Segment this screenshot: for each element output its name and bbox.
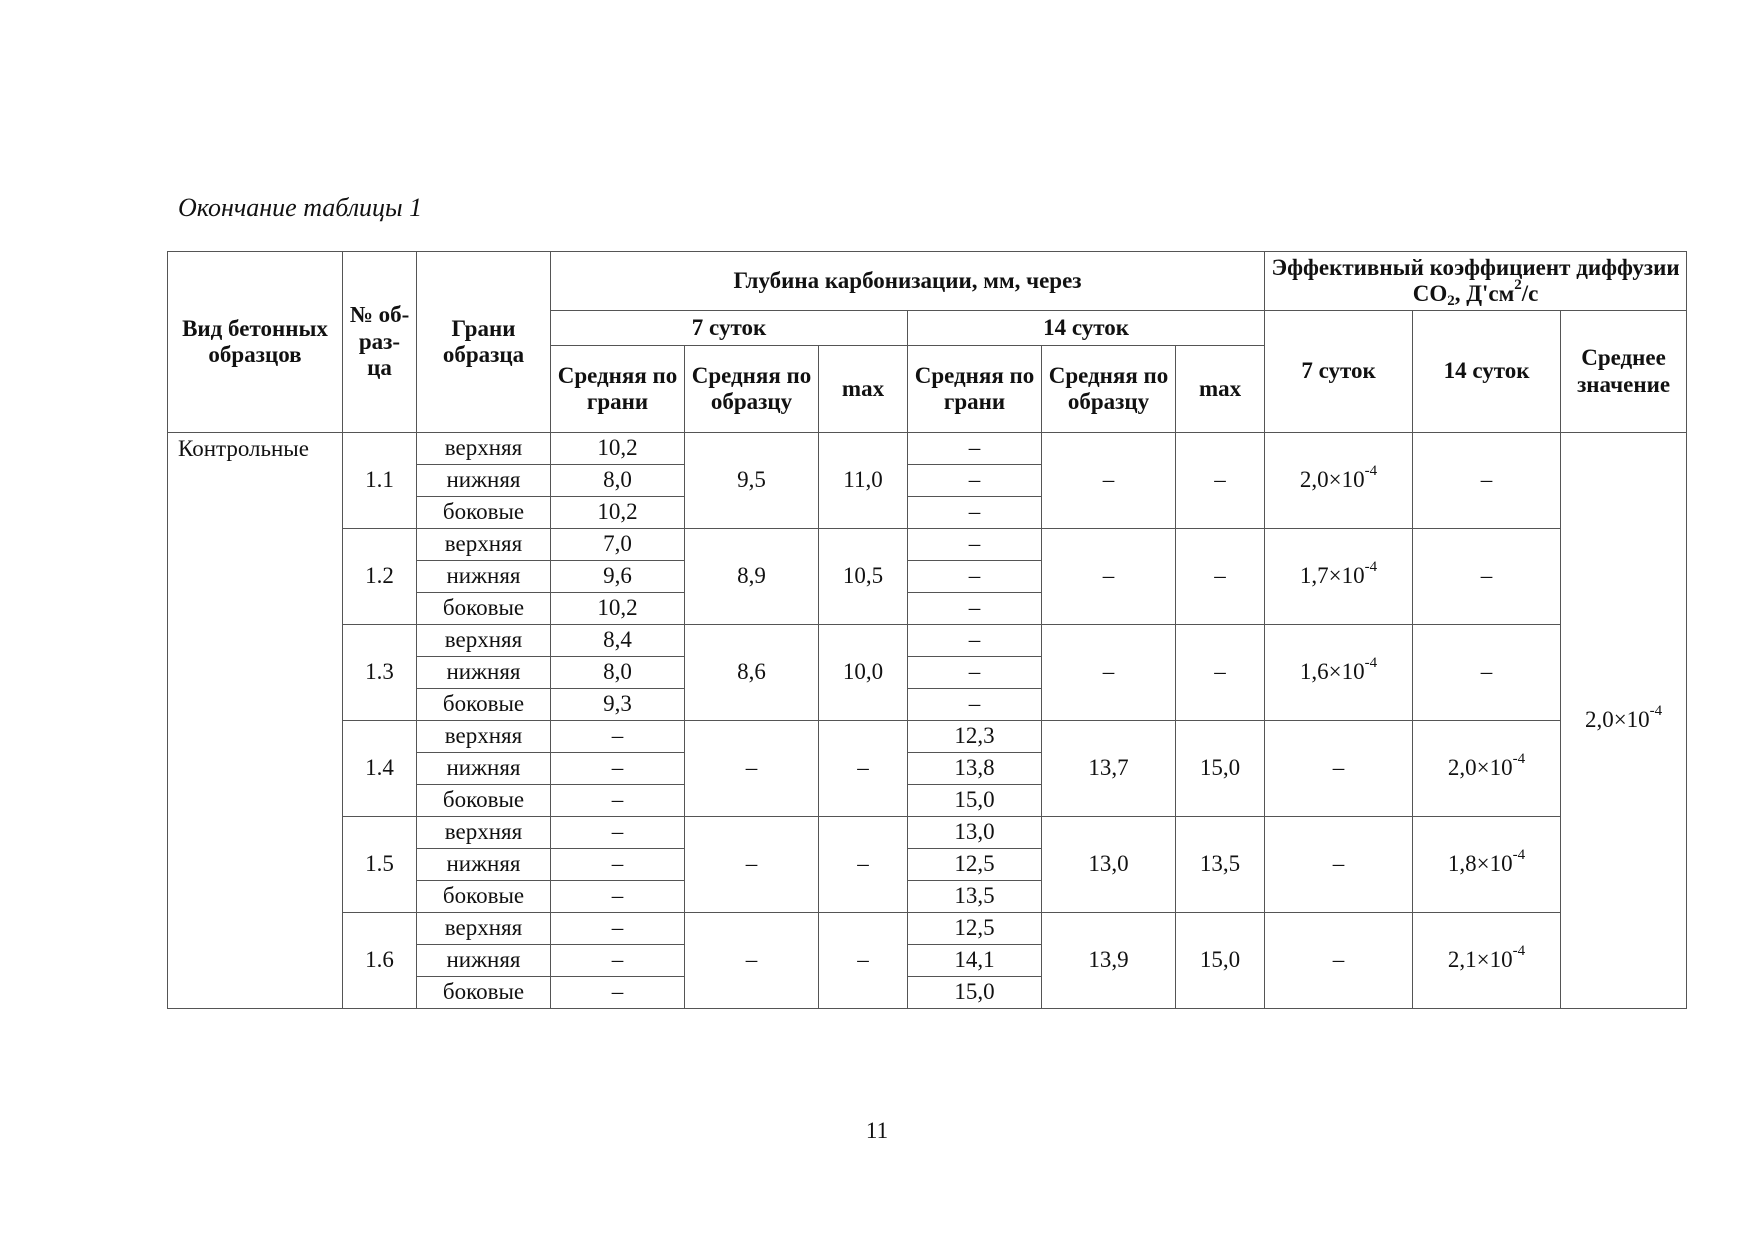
depth-7-face: 9,6 <box>551 561 685 593</box>
coef-14-days-mantissa: 1,8×10 <box>1447 851 1513 877</box>
depth-14-avg-sample: 13,0 <box>1042 817 1176 913</box>
coef-14-days <box>1413 913 1561 1009</box>
face-name: боковые <box>417 497 551 529</box>
depth-14-face: – <box>908 657 1042 689</box>
coef-7-days <box>1265 625 1413 721</box>
coef-7-days-mantissa: 1,6×10 <box>1299 659 1365 685</box>
coef-14-days <box>1413 721 1561 817</box>
header-avg-face-7: Средняя по грани <box>551 346 685 433</box>
coef-7-days <box>1265 433 1413 529</box>
coef-7-days-mantissa: 1,7×10 <box>1299 563 1365 589</box>
depth-14-face: 13,8 <box>908 753 1042 785</box>
header-diffusion-unit-tail: /с <box>1521 281 1539 306</box>
face-name: верхняя <box>417 913 551 945</box>
table-row <box>168 529 1687 561</box>
depth-14-face: – <box>908 497 1042 529</box>
coef-14-days-mantissa: – <box>1480 563 1493 589</box>
coef-14-days-exponent: -4 <box>1512 943 1526 960</box>
depth-7-max: 10,0 <box>819 625 908 721</box>
coef-7-days-mantissa: – <box>1332 851 1345 877</box>
depth-7-face: – <box>551 913 685 945</box>
depth-14-face: – <box>908 625 1042 657</box>
header-diffusion-sup: 2 <box>1514 277 1522 293</box>
depth-7-avg-sample: 8,6 <box>685 625 819 721</box>
coef-7-days-mantissa: 2,0×10 <box>1299 467 1365 493</box>
depth-7-face: – <box>551 785 685 817</box>
carbonation-table <box>167 251 1687 1009</box>
depth-7-max: – <box>819 817 908 913</box>
header-max-7: max <box>819 346 908 433</box>
coef-7-days-exponent: -4 <box>1364 559 1378 576</box>
depth-14-face: 13,5 <box>908 881 1042 913</box>
coef-14-days <box>1413 433 1561 529</box>
sample-number: 1.2 <box>343 529 417 625</box>
sample-number: 1.4 <box>343 721 417 817</box>
page-number: 11 <box>865 1118 889 1143</box>
sample-number: 1.3 <box>343 625 417 721</box>
coef-7-days-exponent: -4 <box>1364 655 1378 672</box>
depth-14-avg-sample: – <box>1042 529 1176 625</box>
face-name: верхняя <box>417 817 551 849</box>
depth-7-max: – <box>819 913 908 1009</box>
depth-14-face: – <box>908 561 1042 593</box>
header-coef-14-days: 14 суток <box>1413 311 1561 433</box>
sample-number: 1.5 <box>343 817 417 913</box>
coef-14-days-exponent: -4 <box>1512 847 1526 864</box>
depth-7-face: 8,0 <box>551 657 685 689</box>
depth-14-max: 15,0 <box>1176 721 1265 817</box>
face-name: нижняя <box>417 561 551 593</box>
face-name: нижняя <box>417 849 551 881</box>
coef-7-days-mantissa: – <box>1332 947 1345 973</box>
depth-7-face: 10,2 <box>551 593 685 625</box>
table-row <box>168 817 1687 849</box>
face-name: нижняя <box>417 945 551 977</box>
depth-14-avg-sample: – <box>1042 625 1176 721</box>
face-name: боковые <box>417 977 551 1009</box>
coef-14-days <box>1413 817 1561 913</box>
face-name: верхняя <box>417 625 551 657</box>
depth-14-face: – <box>908 433 1042 465</box>
header-number: № об-раз-ца <box>343 252 417 433</box>
depth-7-avg-sample: – <box>685 913 819 1009</box>
face-name: верхняя <box>417 529 551 561</box>
header-depth-group: Глубина карбонизации, мм, через <box>551 252 1265 311</box>
table-row <box>168 721 1687 753</box>
coef-7-days-exponent: -4 <box>1364 463 1378 480</box>
header-diffusion-unit: , Д'см <box>1454 281 1515 306</box>
coef-14-days-mantissa: – <box>1480 659 1493 685</box>
depth-14-avg-sample: 13,9 <box>1042 913 1176 1009</box>
depth-7-face: – <box>551 817 685 849</box>
depth-7-face: – <box>551 753 685 785</box>
depth-14-face: 13,0 <box>908 817 1042 849</box>
coef-mean <box>1561 433 1687 1009</box>
depth-14-face: – <box>908 689 1042 721</box>
face-name: боковые <box>417 689 551 721</box>
depth-14-avg-sample: – <box>1042 433 1176 529</box>
coef-14-days <box>1413 529 1561 625</box>
depth-14-face: 14,1 <box>908 945 1042 977</box>
depth-7-max: 11,0 <box>819 433 908 529</box>
depth-14-face: 12,3 <box>908 721 1042 753</box>
depth-14-face: – <box>908 529 1042 561</box>
sample-number: 1.1 <box>343 433 417 529</box>
depth-7-face: – <box>551 721 685 753</box>
face-name: боковые <box>417 881 551 913</box>
coef-7-days <box>1265 913 1413 1009</box>
depth-7-avg-sample: 8,9 <box>685 529 819 625</box>
header-kind: Вид бетонных образцов <box>168 252 343 433</box>
depth-7-avg-sample: – <box>685 721 819 817</box>
header-avg-sample-7: Средняя по образцу <box>685 346 819 433</box>
depth-14-face: – <box>908 593 1042 625</box>
depth-7-face: 8,0 <box>551 465 685 497</box>
header-coef-7-days: 7 суток <box>1265 311 1413 433</box>
depth-7-face: – <box>551 881 685 913</box>
depth-7-face: 10,2 <box>551 433 685 465</box>
coef-7-days-mantissa: – <box>1332 755 1345 781</box>
table-row <box>168 625 1687 657</box>
face-name: боковые <box>417 785 551 817</box>
table-body <box>168 433 1687 1009</box>
header-7-days: 7 суток <box>551 311 908 346</box>
depth-7-max: – <box>819 721 908 817</box>
face-name: верхняя <box>417 721 551 753</box>
header-diffusion-sub: 2 <box>1447 293 1455 310</box>
depth-14-face: 15,0 <box>908 977 1042 1009</box>
depth-7-face: 10,2 <box>551 497 685 529</box>
sample-number: 1.6 <box>343 913 417 1009</box>
depth-14-max: – <box>1176 625 1265 721</box>
header-avg-face-14: Средняя по грани <box>908 346 1042 433</box>
depth-7-max: 10,5 <box>819 529 908 625</box>
depth-7-avg-sample: – <box>685 817 819 913</box>
header-diffusion-group <box>1265 252 1687 311</box>
header-14-days: 14 суток <box>908 311 1265 346</box>
coef-mean-exponent: -4 <box>1649 703 1663 720</box>
header-coef-mean: Среднее значение <box>1561 311 1687 433</box>
depth-14-face: 15,0 <box>908 785 1042 817</box>
coef-14-days <box>1413 625 1561 721</box>
face-name: боковые <box>417 593 551 625</box>
header-avg-sample-14: Средняя по образцу <box>1042 346 1176 433</box>
header-face: Грани образца <box>417 252 551 433</box>
depth-7-face: – <box>551 849 685 881</box>
coef-7-days <box>1265 817 1413 913</box>
depth-7-face: – <box>551 977 685 1009</box>
table-row <box>168 433 1687 465</box>
depth-14-max: 15,0 <box>1176 913 1265 1009</box>
depth-14-avg-sample: 13,7 <box>1042 721 1176 817</box>
face-name: верхняя <box>417 433 551 465</box>
header-diffusion-text: Эффективный коэффициент диффузии CO <box>1271 254 1680 306</box>
group-label: Контрольные <box>168 433 343 1009</box>
depth-7-face: 9,3 <box>551 689 685 721</box>
depth-14-face: 12,5 <box>908 913 1042 945</box>
coef-7-days <box>1265 721 1413 817</box>
depth-14-max: 13,5 <box>1176 817 1265 913</box>
table-header <box>168 252 1687 433</box>
coef-14-days-mantissa: 2,0×10 <box>1447 755 1513 781</box>
depth-14-face: – <box>908 465 1042 497</box>
coef-14-days-exponent: -4 <box>1512 751 1526 768</box>
face-name: нижняя <box>417 657 551 689</box>
face-name: нижняя <box>417 753 551 785</box>
coef-7-days <box>1265 529 1413 625</box>
face-name: нижняя <box>417 465 551 497</box>
depth-14-max: – <box>1176 433 1265 529</box>
depth-7-avg-sample: 9,5 <box>685 433 819 529</box>
depth-14-face: 12,5 <box>908 849 1042 881</box>
header-max-14: max <box>1176 346 1265 433</box>
coef-mean-mantissa: 2,0×10 <box>1584 707 1650 733</box>
depth-7-face: – <box>551 945 685 977</box>
table-caption: Окончание таблицы 1 <box>178 193 423 222</box>
table-row <box>168 913 1687 945</box>
coef-14-days-mantissa: – <box>1480 467 1493 493</box>
depth-7-face: 8,4 <box>551 625 685 657</box>
depth-7-face: 7,0 <box>551 529 685 561</box>
coef-14-days-mantissa: 2,1×10 <box>1447 947 1513 973</box>
depth-14-max: – <box>1176 529 1265 625</box>
